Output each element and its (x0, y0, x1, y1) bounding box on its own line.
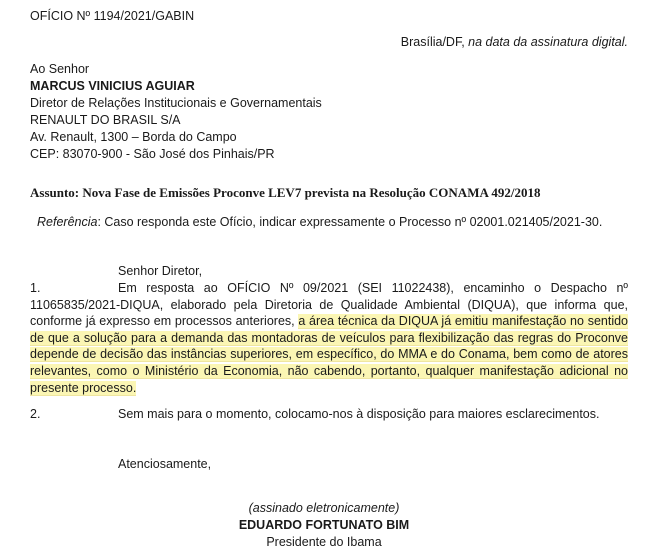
place-date-city: Brasília/DF, (400, 35, 465, 49)
recipient-name: MARCUS VINICIUS AGUIAR (30, 79, 195, 93)
signature-name: EDUARDO FORTUNATO BIM (238, 518, 410, 532)
subject-line: Assunto: Nova Fase de Emissões Proconve LEV7 prevista na Resolução CONAMA 492/2018 (30, 185, 541, 200)
recipient-title: Diretor de Relações Institucionais e Governamentais (30, 96, 322, 110)
office-number: OFÍCIO Nº 1194/2021/GABIN (30, 9, 195, 23)
letter-greeting: Senhor Diretor, (118, 264, 203, 278)
paragraph-1-number: 1. (30, 281, 41, 295)
place-date-rest: na data da assinatura digital. (468, 35, 628, 49)
recipient-company: RENAULT DO BRASIL S/A (30, 113, 181, 127)
paragraph-1 (30, 280, 628, 396)
recipient-address: Av. Renault, 1300 – Borda do Campo (30, 130, 237, 144)
letter-closing: Atenciosamente, (118, 457, 212, 471)
paragraph-2-number: 2. (30, 407, 41, 421)
signature-note: (assinado eletronicamente) (248, 501, 400, 515)
recipient-postal: CEP: 83070-900 - São José dos Pinhais/PR (30, 147, 275, 161)
reference-line (37, 214, 602, 231)
signature-role: Presidente do Ibama (266, 535, 382, 549)
paragraph-2-text: Sem mais para o momento, colocamo-nos à disposição para maiores esclarecimentos. (118, 407, 600, 421)
reference-text: : Caso responda este Ofício, indicar expressamente o Processo nº 02001.021405/2021-30. (97, 215, 603, 229)
paragraph-1-text: Em resposta ao OFÍCIO Nº 09/2021 (SEI 11022438), encaminho o Despacho nº 11065835/2021-DIQUA, elaborado pela Diretoria de Qualidade Ambiental (DIQUA), que informa que, conforme já expresso em processos anteriores, (30, 281, 628, 329)
reference-label: Referência (37, 215, 98, 229)
recipient-salutation: Ao Senhor (30, 62, 90, 76)
paragraph-1-highlight: a área técnica da DIQUA já emitiu manifestação no sentido de que a solução para a demanda das montadoras de veículos para flexibilização das regras do Proconve depende de decisão das instâncias superiores, em específico, do MMA e do Conama, bem como de atores relevantes, como o Ministério da Economia, não cabendo, portanto, qualquer manifestação adicional no presente processo. (30, 314, 629, 395)
place-date (401, 34, 628, 51)
